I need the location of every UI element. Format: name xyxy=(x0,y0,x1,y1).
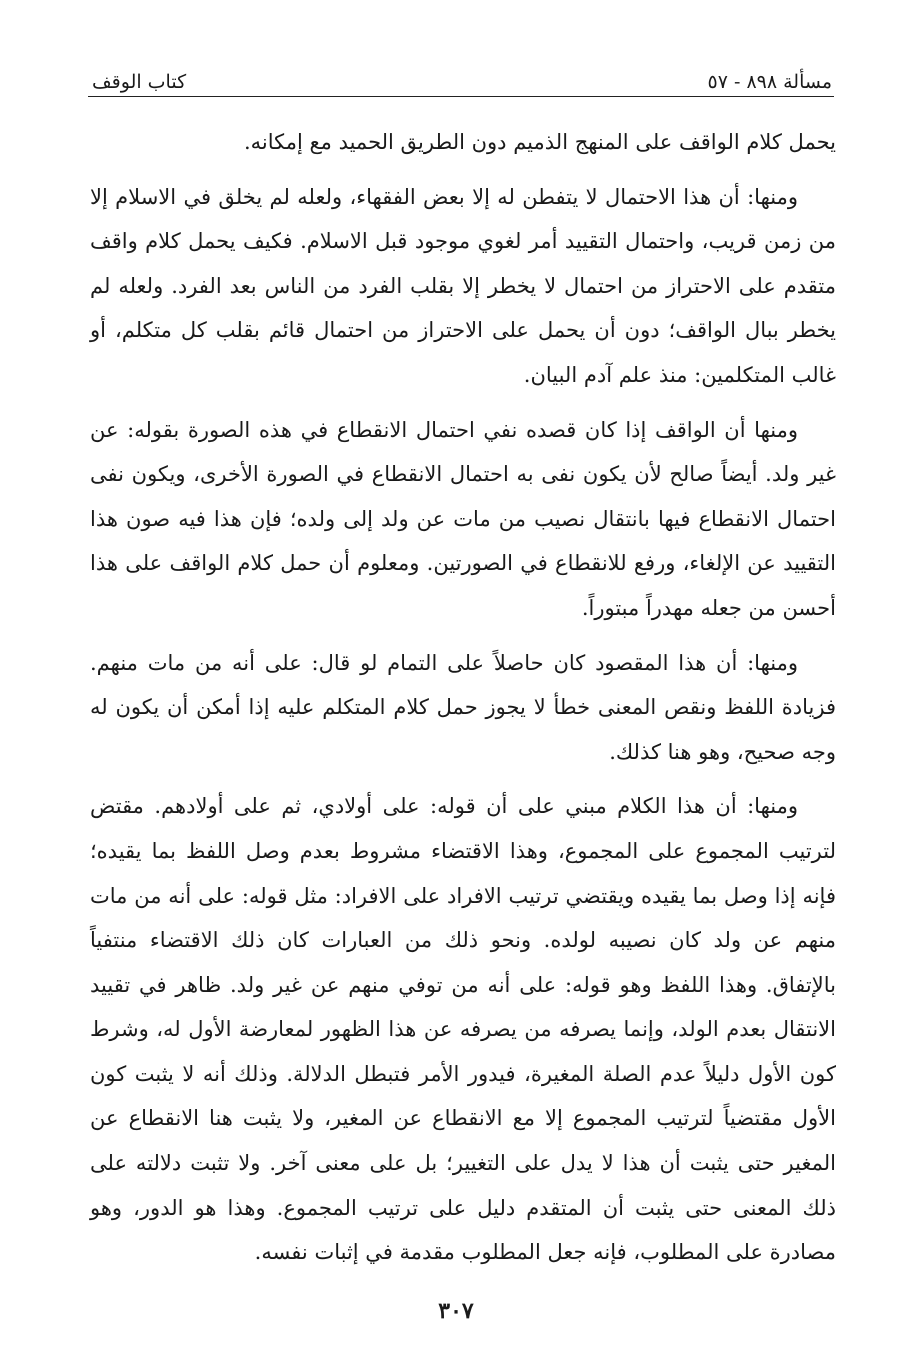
paragraph: ومنها: أن هذا الكلام مبني على أن قوله: على أولادي، ثم على أولادهم. مقتض لترتيب المجموع على المجموع، وهذا الاقتضاء مشروط بعدم وصل اللفظ بما يقيده؛ فإنه إذا وصل بما يقيده ويقتضي ترتيب الافراد على الافراد: مثل قوله: على أنه من مات منهم عن ولد كان نصيبه لولده. ونحو ذلك من العبارات كان ذلك الاقتضاء منتفياً بالإتفاق. وهذا اللفظ وهو قوله: على أنه من توفي منهم عن غير ولد. ظاهر في تقييد الانتقال بعدم الولد، وإنما يصرفه من يصرفه عن هذا الظهور لمعارضة الأول له، وشرط كون الأول دليلاً عدم الصلة المغيرة، فيدور الأمر فتبطل الدلالة. وذلك أنه لا يثبت كون الأول مقتضياً لترتيب المجموع إلا مع الانقطاع عن المغير، ولا يثبت هنا الانقطاع عن المغير حتى يثبت أن هذا لا يدل على التغيير؛ بل على معنى آخر. ولا تثبت دلالته على ذلك المعنى حتى يثبت أن المتقدم دليل على ترتيب المجموع. وهذا هو الدور، وهو مصادرة على المطلوب، فإنه جعل المطلوب مقدمة في إثبات نفسه. xyxy=(90,794,836,1265)
paragraph: ومنها: أن هذا الاحتمال لا يتفطن له إلا بعض الفقهاء، ولعله لم يخلق في الاسلام إلا من زمن قريب، واحتمال التقييد أمر لغوي موجود قبل الاسلام. فكيف يحمل كلام واقف متقدم على الاحتراز من احتمال لا يخطر إلا بقلب الفرد من الناس بعد الفرد. ولعله لم يخطر ببال الواقف؛ دون أن يحمل على الاحتراز من احتمال قائم بقلب كل متكلم، أو غالب المتكلمين: منذ علم آدم البيان. xyxy=(90,184,836,387)
header-book-title: كتاب الوقف xyxy=(92,71,187,93)
header-section-number: مسألة ٨٩٨ - ٥٧ xyxy=(707,71,832,93)
paragraph: ومنها: أن هذا المقصود كان حاصلاً على التمام لو قال: على أنه من مات منهم. فزيادة اللفظ ونقص المعنى خطأ لا يجوز حمل كلام المتكلم عليه إذا أمكن أن يكون له وجه صحيح، وهو هنا كذلك. xyxy=(90,650,836,764)
header-rule xyxy=(88,96,834,97)
paragraph: ومنها أن الواقف إذا كان قصده نفي احتمال الانقطاع في هذه الصورة بقوله: عن غير ولد. أيضاً صالح لأن يكون نفى به احتمال الانقطاع في الصورة الأخرى، ويكون نفى احتمال الانقطاع فيها بانتقال نصيب من مات عن ولد إلى ولده؛ فإن هذا فيه صون هذا التقييد عن الإلغاء، ورفع للانقطاع في الصورتين. ومعلوم أن حمل كلام الواقف على هذا أحسن من جعله مهدراً مبتوراً. xyxy=(90,417,836,620)
paragraph: يحمل كلام الواقف على المنهج الذميم دون الطريق الحميد مع إمكانه. xyxy=(243,130,836,154)
page-number: ٣٠٧ xyxy=(438,1298,474,1324)
body-text xyxy=(90,120,836,1285)
running-header xyxy=(92,58,832,92)
